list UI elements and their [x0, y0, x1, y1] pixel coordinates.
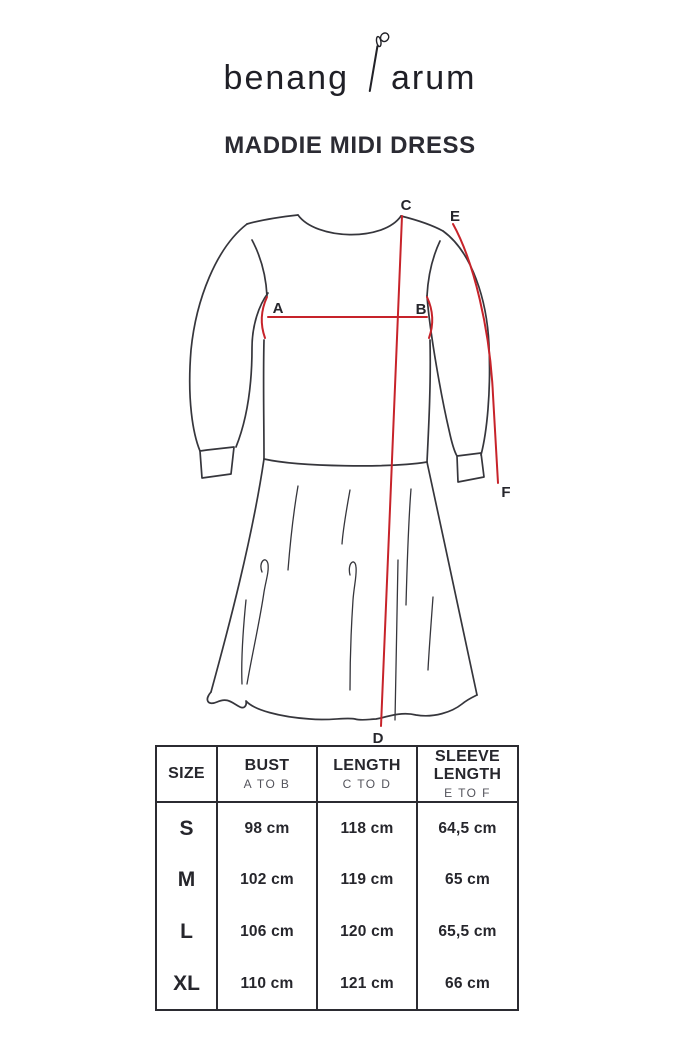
product-title: MADDIE MIDI DRESS [224, 132, 476, 159]
size-value: XL [156, 958, 217, 1010]
length-measurement-line [381, 216, 402, 726]
measure-label-b: B [415, 301, 427, 318]
bust-value: 106 cm [217, 906, 317, 958]
table-row-xl [156, 958, 518, 1010]
size-value: L [156, 906, 217, 958]
bust-value: 98 cm [217, 802, 317, 854]
measure-label-e: E [449, 208, 461, 225]
sleeve-value: 64,5 cm [417, 802, 518, 854]
dress-outline [190, 215, 490, 720]
length-value: 121 cm [317, 958, 417, 1010]
sleeve-value: 65,5 cm [417, 906, 518, 958]
table-row-l [156, 906, 518, 958]
length-value: 120 cm [317, 906, 417, 958]
measure-label-c: C [400, 197, 412, 214]
column-header-sleeve-length: SLEEVE LENGTH E TO F [417, 746, 518, 802]
sleeve-measurement-line [453, 224, 498, 483]
column-header-bust: BUST A TO B [217, 746, 317, 802]
sleeve-value: 66 cm [417, 958, 518, 1010]
column-header-length: LENGTH C TO D [317, 746, 417, 802]
header-row [156, 746, 518, 802]
table-row-m [156, 854, 518, 906]
measure-label-d: D [372, 730, 384, 747]
column-header-size: SIZE [156, 746, 217, 802]
measure-label-f: F [501, 484, 511, 501]
size-chart-table [155, 745, 519, 1011]
size-value: S [156, 802, 217, 854]
brand-name-part1: benang [223, 58, 349, 97]
bust-value: 102 cm [217, 854, 317, 906]
size-value: M [156, 854, 217, 906]
table-row-s [156, 802, 518, 854]
sleeve-value: 65 cm [417, 854, 518, 906]
length-value: 118 cm [317, 802, 417, 854]
measure-label-a: A [272, 300, 284, 317]
brand-name-part2: arum [391, 58, 477, 97]
length-value: 119 cm [317, 854, 417, 906]
skirt-fold-lines [242, 486, 433, 720]
bust-value: 110 cm [217, 958, 317, 1010]
